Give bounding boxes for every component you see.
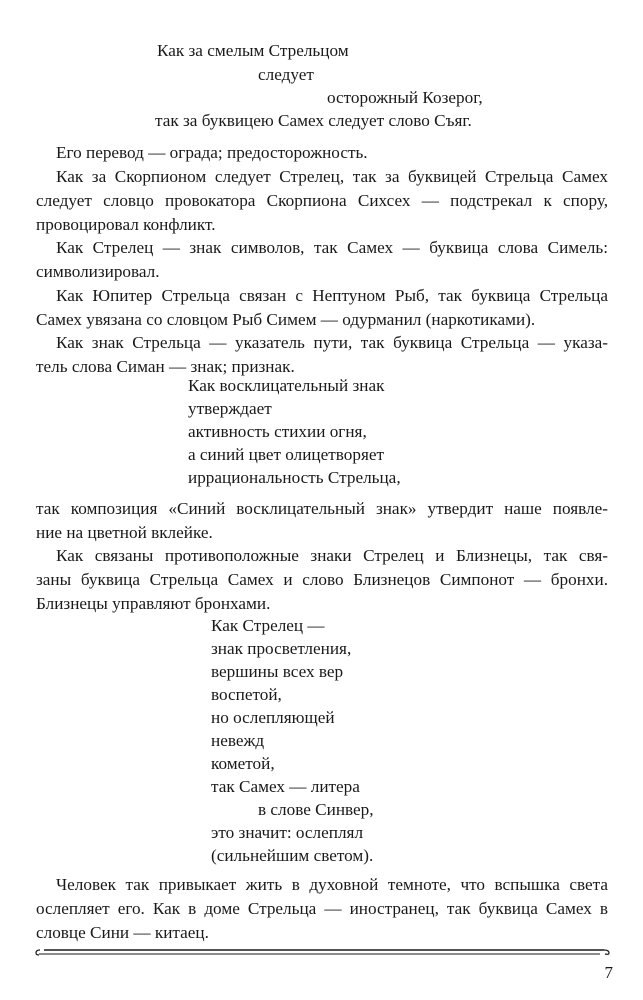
text-line: Как Юпитер Стрельца связан с Нептуном Рыб, так буквица Стрельца	[56, 286, 608, 305]
verse1-line-4: а синий цвет олицетворяет	[188, 445, 385, 464]
text-line: Как за Скорпионом следует Стрелец, так за буквицей Стрельца Самех	[56, 167, 608, 186]
text-line: Как знак Стрельца — указатель пути, так буквица Стрельца — указа-	[56, 333, 608, 352]
verse2-line-8: так Самех — литера	[211, 777, 360, 796]
epigraph-line-4: так за буквицею Самех следует слово Съяг.	[155, 111, 472, 130]
verse2-line-3: вершины всех вер	[211, 662, 344, 681]
verse1-line-3: активность стихии огня,	[188, 422, 367, 441]
verse2-line-10: это значит: ослеплял	[211, 823, 364, 842]
paragraph-1	[36, 141, 608, 165]
verse1-line-2: утверждает	[188, 399, 272, 418]
verse2-line-6: невежд	[211, 731, 265, 750]
verse2-line-11: (сильнейшим светом).	[211, 846, 374, 865]
text-line: символизировал.	[36, 262, 160, 281]
text-line: Близнецы управляют бронхами.	[36, 594, 271, 613]
epigraph-line-2: следует	[258, 65, 314, 84]
verse1-line-1: Как восклицательный знак	[188, 376, 385, 395]
verse2-line-9: в слове Синвер,	[258, 800, 374, 819]
text-line: тель слова Симан — знак; признак.	[36, 357, 295, 376]
text-line: Как связаны противоположные знаки Стрелец и Близнецы, так свя-	[56, 546, 608, 565]
paragraph-6	[36, 497, 608, 545]
text-line: Как Стрелец — знак символов, так Самех — буквица слова Симель:	[56, 238, 608, 257]
paragraph-7	[36, 544, 608, 616]
paragraph-2	[36, 165, 608, 237]
verse2-line-2: знак просветления,	[211, 639, 352, 658]
verse2-line-1: Как Стрелец —	[211, 616, 325, 635]
text-line: Его перевод — ограда; предосторожность.	[56, 143, 368, 162]
paragraph-5	[36, 331, 608, 379]
text-line: Человек так привыкает жить в духовной темноте, что вспышка света	[56, 875, 608, 894]
text-line: словце Сини — китаец.	[36, 923, 209, 942]
verse2-line-4: воспетой,	[211, 685, 282, 704]
decorative-rule	[34, 947, 610, 957]
text-line: провоцировал конфликт.	[36, 215, 216, 234]
page-number: 7	[604, 963, 613, 982]
epigraph-line-1: Как за смелым Стрельцом	[157, 41, 349, 60]
paragraph-3	[36, 236, 608, 284]
text-line: заны буквица Стрельца Самех и слово Близнецов Симпонот — бронхи.	[36, 570, 608, 589]
text-line: так композиция «Синий восклицательный знак» утвердит наше появле-	[36, 499, 608, 518]
text-line: ослепляет его. Как в доме Стрельца — иностранец, так буквица Самех в	[36, 899, 608, 918]
text-line: следует словцо провокатора Скорпиона Сихсех — подстрекал к спору,	[36, 191, 608, 210]
epigraph-line-3: осторожный Козерог,	[327, 88, 483, 107]
text-line: Самех увязана со словцом Рыб Симем — одурманил (наркотиками).	[36, 310, 536, 329]
paragraph-8	[36, 873, 608, 945]
verse2-line-5: но ослепляющей	[211, 708, 335, 727]
verse1-line-5: иррациональность Стрельца,	[188, 468, 401, 487]
paragraph-4	[36, 284, 608, 332]
verse2-line-7: кометой,	[211, 754, 275, 773]
text-line: ние на цветной вклейке.	[36, 523, 213, 542]
